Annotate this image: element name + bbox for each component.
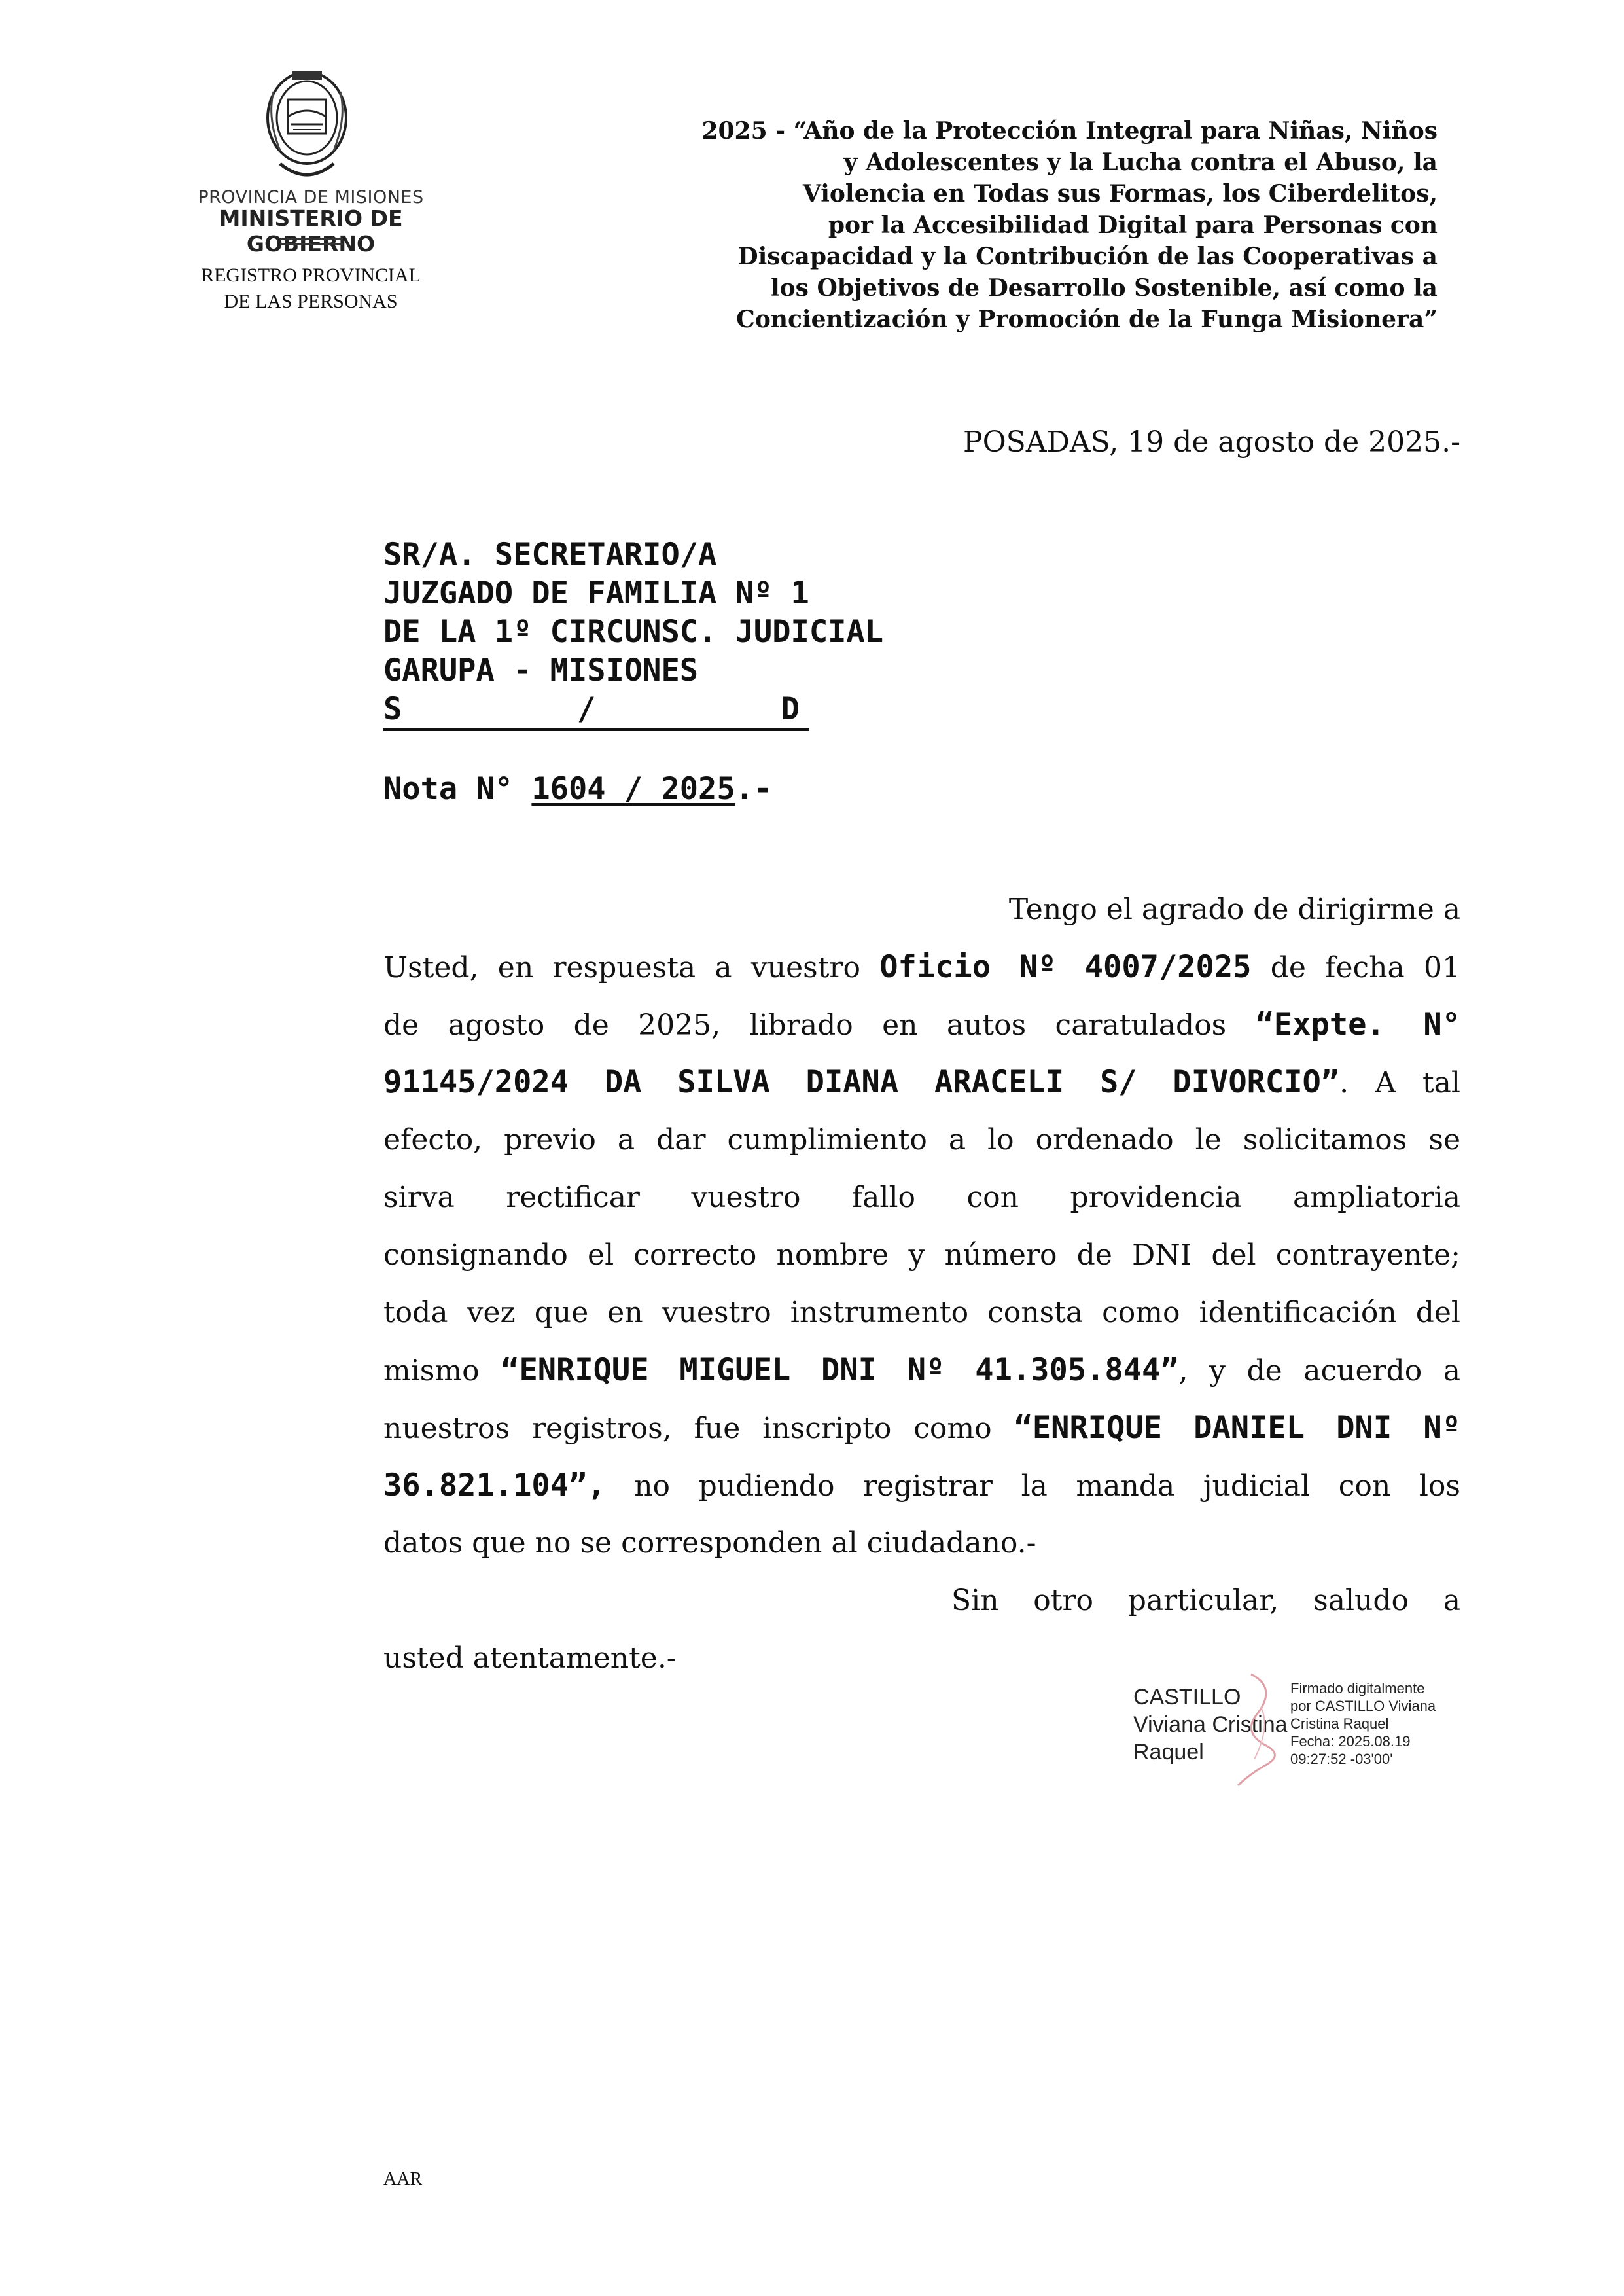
handwritten-signature-icon: [1231, 1668, 1290, 1792]
body-line: [383, 1572, 1460, 1630]
signature-detail-line: 09:27:52 -03'00': [1290, 1751, 1393, 1767]
body-line: efecto, previo a dar cumplimiento a lo ordenado le solicitamos se: [383, 1123, 1460, 1157]
digital-signature-details: [1290, 1679, 1436, 1768]
registry-name-line1: REGISTRO PROVINCIAL: [201, 264, 421, 286]
registered-identity: “ENRIQUE DANIEL DNI Nº: [1014, 1410, 1460, 1446]
addressee-block: [383, 535, 883, 731]
motto-line: por la Accesibilidad Digital para Personas con: [828, 211, 1438, 239]
addressee-line: GARUPA - MISIONES: [383, 653, 699, 689]
body-line: [383, 1342, 1460, 1399]
letterhead-divider: [280, 243, 343, 245]
body-text: , y de acuerdo a: [1178, 1354, 1460, 1388]
body-text: de agosto de 2025, librado en autos caratulados: [383, 1009, 1256, 1042]
motto-line: y Adolescentes y la Lucha contra el Abuso, la: [843, 149, 1438, 176]
note-prefix: Nota N°: [383, 771, 532, 807]
signer-name-line: Raquel: [1133, 1740, 1204, 1765]
body-text: mismo: [383, 1354, 501, 1388]
body-text: de fecha 01: [1251, 951, 1460, 984]
province-name: PROVINCIA DE MISIONES: [198, 187, 424, 207]
body-text: no pudiendo registrar la manda judicial con los: [605, 1469, 1460, 1503]
body-text: Usted, en respuesta a vuestro: [383, 951, 880, 984]
body-text: nuestros registros, fue inscripto como: [383, 1412, 1014, 1445]
note-suffix: .-: [735, 771, 773, 807]
signature-detail-line: Cristina Raquel: [1290, 1715, 1389, 1732]
addressee-line: SR/A. SECRETARIO/A: [383, 537, 717, 573]
sd-s: S: [383, 691, 402, 727]
motto-line: Discapacidad y la Contribución de las Cooperativas a: [737, 243, 1438, 270]
signature-detail-line: Fecha: 2025.08.19: [1290, 1733, 1411, 1749]
body-line: [383, 1399, 1460, 1457]
year-motto: [580, 115, 1438, 335]
addressee-line: JUZGADO DE FAMILIA Nº 1: [383, 575, 809, 611]
signature-detail-line: por CASTILLO Viviana: [1290, 1698, 1436, 1714]
motto-line: los Objetivos de Desarrollo Sostenible, así como la: [770, 274, 1438, 302]
body-line: sirva rectificar vuestro fallo con providencia ampliatoria: [383, 1181, 1460, 1214]
body-line: [383, 939, 1460, 996]
author-initials: AAR: [383, 2169, 423, 2189]
signer-name-line: Viviana Cristina: [1133, 1712, 1288, 1737]
document-date: POSADAS, 19 de agosto de 2025.-: [962, 425, 1460, 459]
body-line: usted atentamente.-: [383, 1641, 677, 1675]
oficio-reference: Oficio Nº 4007/2025: [879, 949, 1252, 985]
ministry-name: MINISTERIO DE GOBIERNO: [219, 206, 403, 257]
body-line: toda vez que en vuestro instrumento consta como identificación del: [383, 1296, 1460, 1329]
body-text: . A tal: [1339, 1066, 1460, 1100]
motto-line: Concientización y Promoción de la Funga Misionera”: [736, 306, 1438, 333]
body-line: [383, 1457, 1460, 1515]
case-reference: “Expte. N°: [1255, 1007, 1460, 1043]
sd-d: D: [781, 691, 800, 727]
body-line: datos que no se corresponden al ciudadano.-: [383, 1526, 1036, 1560]
body-line: [383, 1054, 1460, 1111]
body-text: Tengo el agrado de dirigirme a: [1008, 893, 1460, 926]
body-line: [383, 996, 1460, 1054]
body-line: consignando el correcto nombre y número de DNI del contrayente;: [383, 1238, 1460, 1272]
signer-name-line: CASTILLO: [1133, 1685, 1241, 1710]
provincia-de-misiones-crest-icon: [254, 65, 360, 186]
sd-slash: /: [577, 691, 596, 727]
wrong-identity: “ENRIQUE MIGUEL DNI Nº 41.305.844”: [501, 1352, 1179, 1388]
note-number: [383, 771, 772, 807]
registered-identity: 36.821.104”,: [383, 1467, 606, 1503]
closing-text: Sin otro particular, saludo a: [951, 1584, 1460, 1617]
body-line: [383, 881, 1460, 939]
case-reference: 91145/2024 DA SILVA DIANA ARACELI S/ DIVORCIO”: [383, 1064, 1340, 1100]
signature-detail-line: Firmado digitalmente: [1290, 1680, 1425, 1696]
registry-name-line2: DE LAS PERSONAS: [224, 291, 398, 312]
letter-body: [383, 881, 1460, 1687]
addressee-line: DE LA 1º CIRCUNSC. JUDICIAL: [383, 614, 884, 650]
motto-line: 2025 - “Año de la Protección Integral para Niñas, Niños: [701, 117, 1438, 145]
letterhead-divider: [280, 238, 343, 240]
note-number-value: 1604 / 2025: [531, 771, 735, 807]
motto-line: Violencia en Todas sus Formas, los Ciberdelitos,: [802, 180, 1438, 207]
sd-line: [383, 690, 809, 731]
